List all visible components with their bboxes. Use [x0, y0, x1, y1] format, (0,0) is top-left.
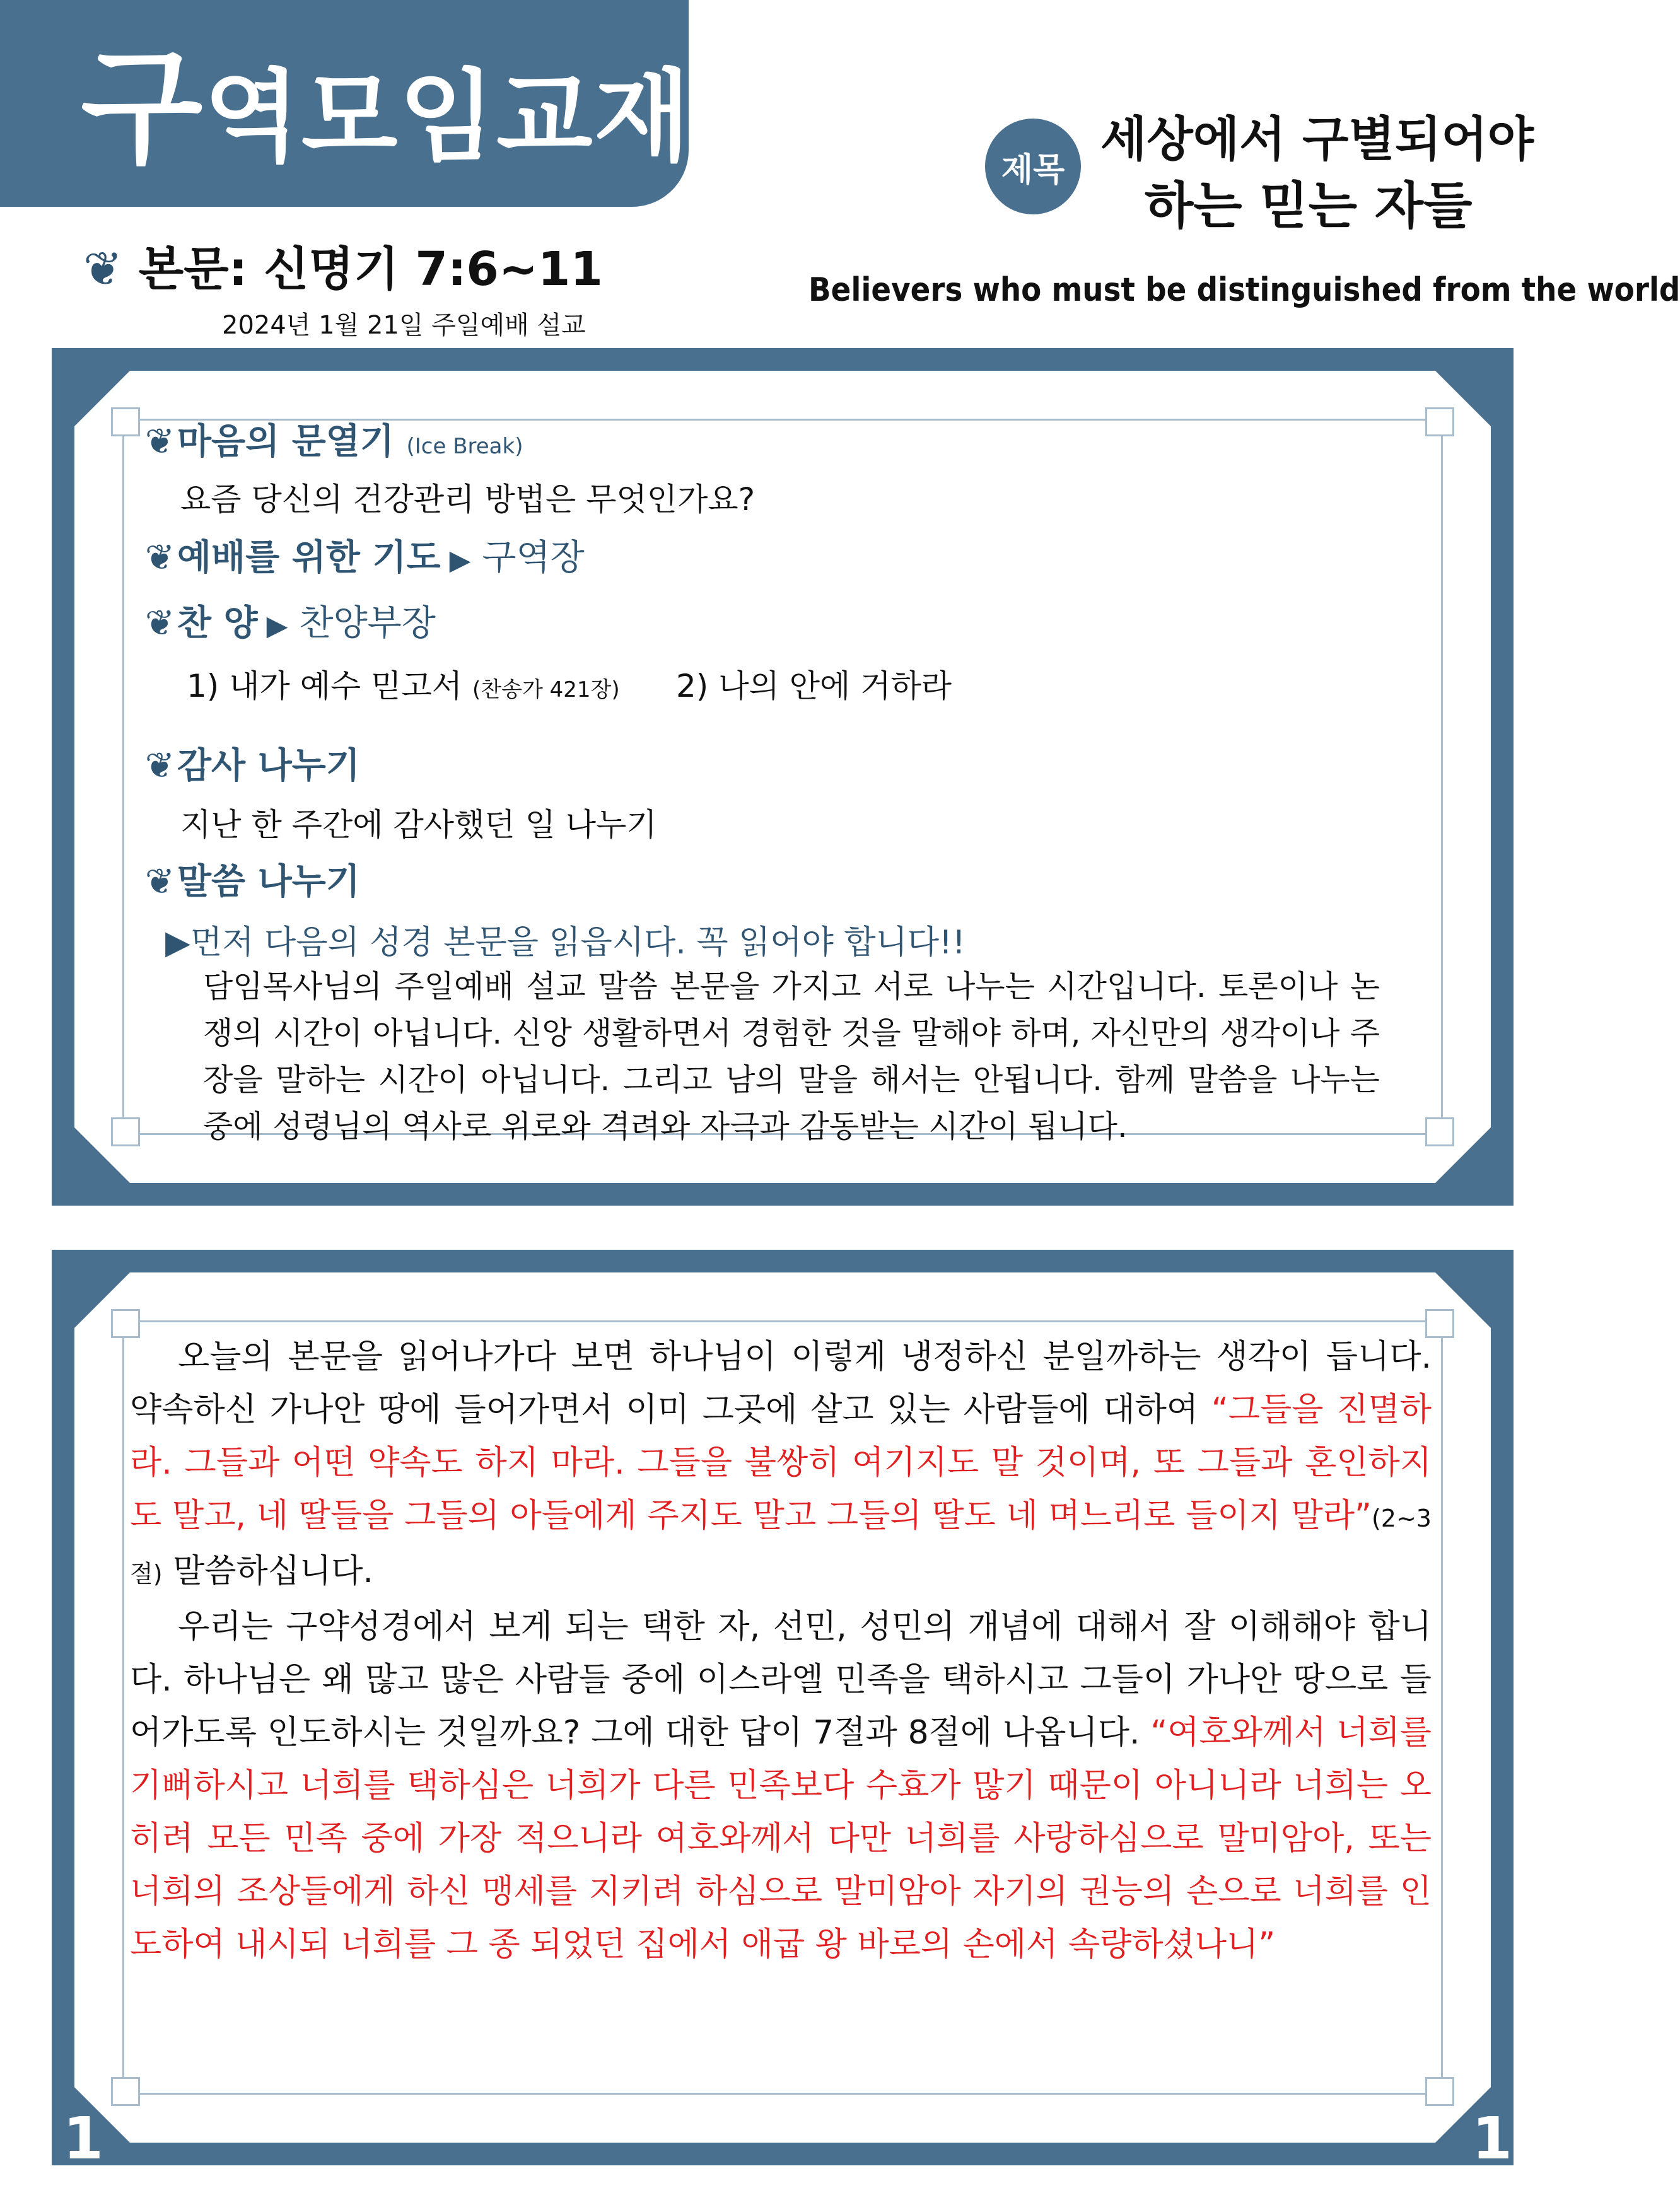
word-body: 담임목사님의 주일예배 설교 말씀 본문을 가지고 서로 나누는 시간입니다. 토론이나 논쟁의 시간이 아닙니다. 신앙 생활하면서 경험한 것을 말해야 하며, 자신만의 생각이나 주장을 말하는 시간이 아닙니다. 그리고 남의 말을 해서는 안됩니다. 함께 말씀을 나누는 중에 성령님의 역사로 위로와 격려와 자극과 감동받는 시간이 됩니다. — [203, 969, 1380, 1144]
sermon-title-line1: 세상에서 구별되어야 — [1100, 111, 1534, 167]
thanks-text: 지난 한 주간에 감사했던 일 나누기 — [180, 806, 657, 843]
heart-bullet-icon: ❦ — [145, 861, 175, 902]
page-number-right: 1 — [1472, 2105, 1513, 2172]
heart-bullet-icon: ❦ — [145, 603, 175, 644]
page-number-left: 1 — [63, 2105, 104, 2172]
song-1-title: 1) 내가 예수 믿고서 — [187, 668, 463, 704]
word-instruction-text: 먼저 다음의 성경 본문을 읽읍시다. 꼭 읽어야 합니다!! — [190, 924, 965, 962]
paragraph-1-ref: (2~3절) — [130, 1505, 1432, 1588]
corner-ornament — [1425, 1117, 1454, 1146]
title-badge: 제목 — [985, 119, 1081, 214]
corner-ornament — [111, 407, 140, 436]
prayer-heading — [145, 530, 585, 580]
sermon-title-line2: 하는 믿는 자들 — [1145, 177, 1473, 235]
word-heading — [145, 854, 360, 904]
corner-ornament — [111, 1117, 140, 1146]
thanks-title: 감사 나누기 — [177, 745, 360, 786]
paragraph-2-intro: 우리는 구약성경에서 보게 되는 택한 자, 선민, 성민의 개념에 대해서 잘 이해해야 합니다. 하나님은 왜 많고 많은 사람들 중에 이스라엘 민족을 택하시고 그들이 가나안 땅으로 들어가도록 인도하시는 것일까요? 그에 대한 답이 7절과 8절에 나옵니다. — [130, 1608, 1432, 1752]
prayer-title: 예배를 위한 기도 — [177, 537, 441, 578]
word-instruction — [165, 916, 965, 963]
heart-bullet-icon: ❦ — [83, 242, 123, 296]
sermon-title-english: Believers who must be distinguished from the world — [808, 271, 1680, 309]
praise-heading — [145, 595, 436, 646]
praise-role: 찬양부장 — [299, 603, 436, 644]
triangle-right-icon: ▶ — [165, 924, 190, 962]
passage-reference — [83, 232, 603, 299]
corner-ornament — [111, 2077, 140, 2106]
passage-label: 본문: — [138, 242, 248, 296]
corner-ornament — [1425, 2077, 1454, 2106]
material-title-first-char: 구 — [81, 35, 204, 182]
paragraph-1-quote: “그들을 진멸하라. 그들과 어떤 약속도 하지 마라. 그들을 불쌍히 여기지도 말 것이며, 또 그들과 혼인하지도 말고, 네 딸들을 그들의 아들에게 주지도 말고 그들의 딸도 네 며느리로 들이지 말라” — [130, 1391, 1432, 1535]
heart-bullet-icon: ❦ — [145, 421, 175, 462]
word-title: 말씀 나누기 — [177, 861, 360, 902]
material-title — [81, 35, 692, 182]
praise-title: 찬 양 — [177, 603, 258, 644]
triangle-right-icon: ▶ — [266, 610, 288, 642]
paragraph-2-quote: “여호와께서 너희를 기뻐하시고 너희를 택하심은 너희가 다른 민족보다 수효가 많기 때문이 아니니라 너희는 오히려 모든 민족 중에 가장 적으니라 여호와께서 다만 너희를 사랑하심으로 말미암아, 또는 너희의 조상들에게 하신 맹세를 지키려 하심으로 말미암아 자기의 권능의 손으로 너희를 인도하여 내시되 너희를 그 종 되었던 집에서 애굽 왕 바로의 손에서 속량하셨나니” — [130, 1714, 1432, 1964]
sermon-paragraph-1 — [130, 1330, 1432, 1971]
corner-ornament — [1425, 407, 1454, 436]
icebreak-title: 마음의 문열기 — [177, 421, 394, 462]
song-1 — [187, 661, 620, 706]
song-1-note: (찬송가 421장) — [472, 677, 620, 702]
heart-bullet-icon: ❦ — [145, 537, 175, 578]
paragraph-1-end: 말씀하십니다. — [162, 1552, 373, 1590]
prayer-role: 구역장 — [482, 537, 585, 578]
paragraph-1-intro: 오늘의 본문을 읽어나가다 보면 하나님이 이렇게 냉정하신 분일까하는 생각이 듭니다. 약속하신 가나안 땅에 들어가면서 이미 그곳에 살고 있는 사람들에 대하여 — [130, 1338, 1432, 1429]
heart-bullet-icon: ❦ — [145, 745, 175, 786]
thanks-heading — [145, 738, 360, 788]
passage-ref: 신명기 7:6~11 — [264, 242, 603, 296]
icebreak-subtitle: (Ice Break) — [406, 434, 523, 459]
material-title-rest: 역모임교재 — [204, 59, 692, 175]
icebreak-question: 요즘 당신의 건강관리 방법은 무엇인가요? — [180, 481, 755, 518]
icebreak-heading — [145, 414, 523, 464]
song-2: 2) 나의 안에 거하라 — [676, 668, 952, 704]
sermon-date: 2024년 1월 21일 주일예배 설교 — [222, 311, 586, 340]
triangle-right-icon: ▶ — [449, 544, 471, 576]
